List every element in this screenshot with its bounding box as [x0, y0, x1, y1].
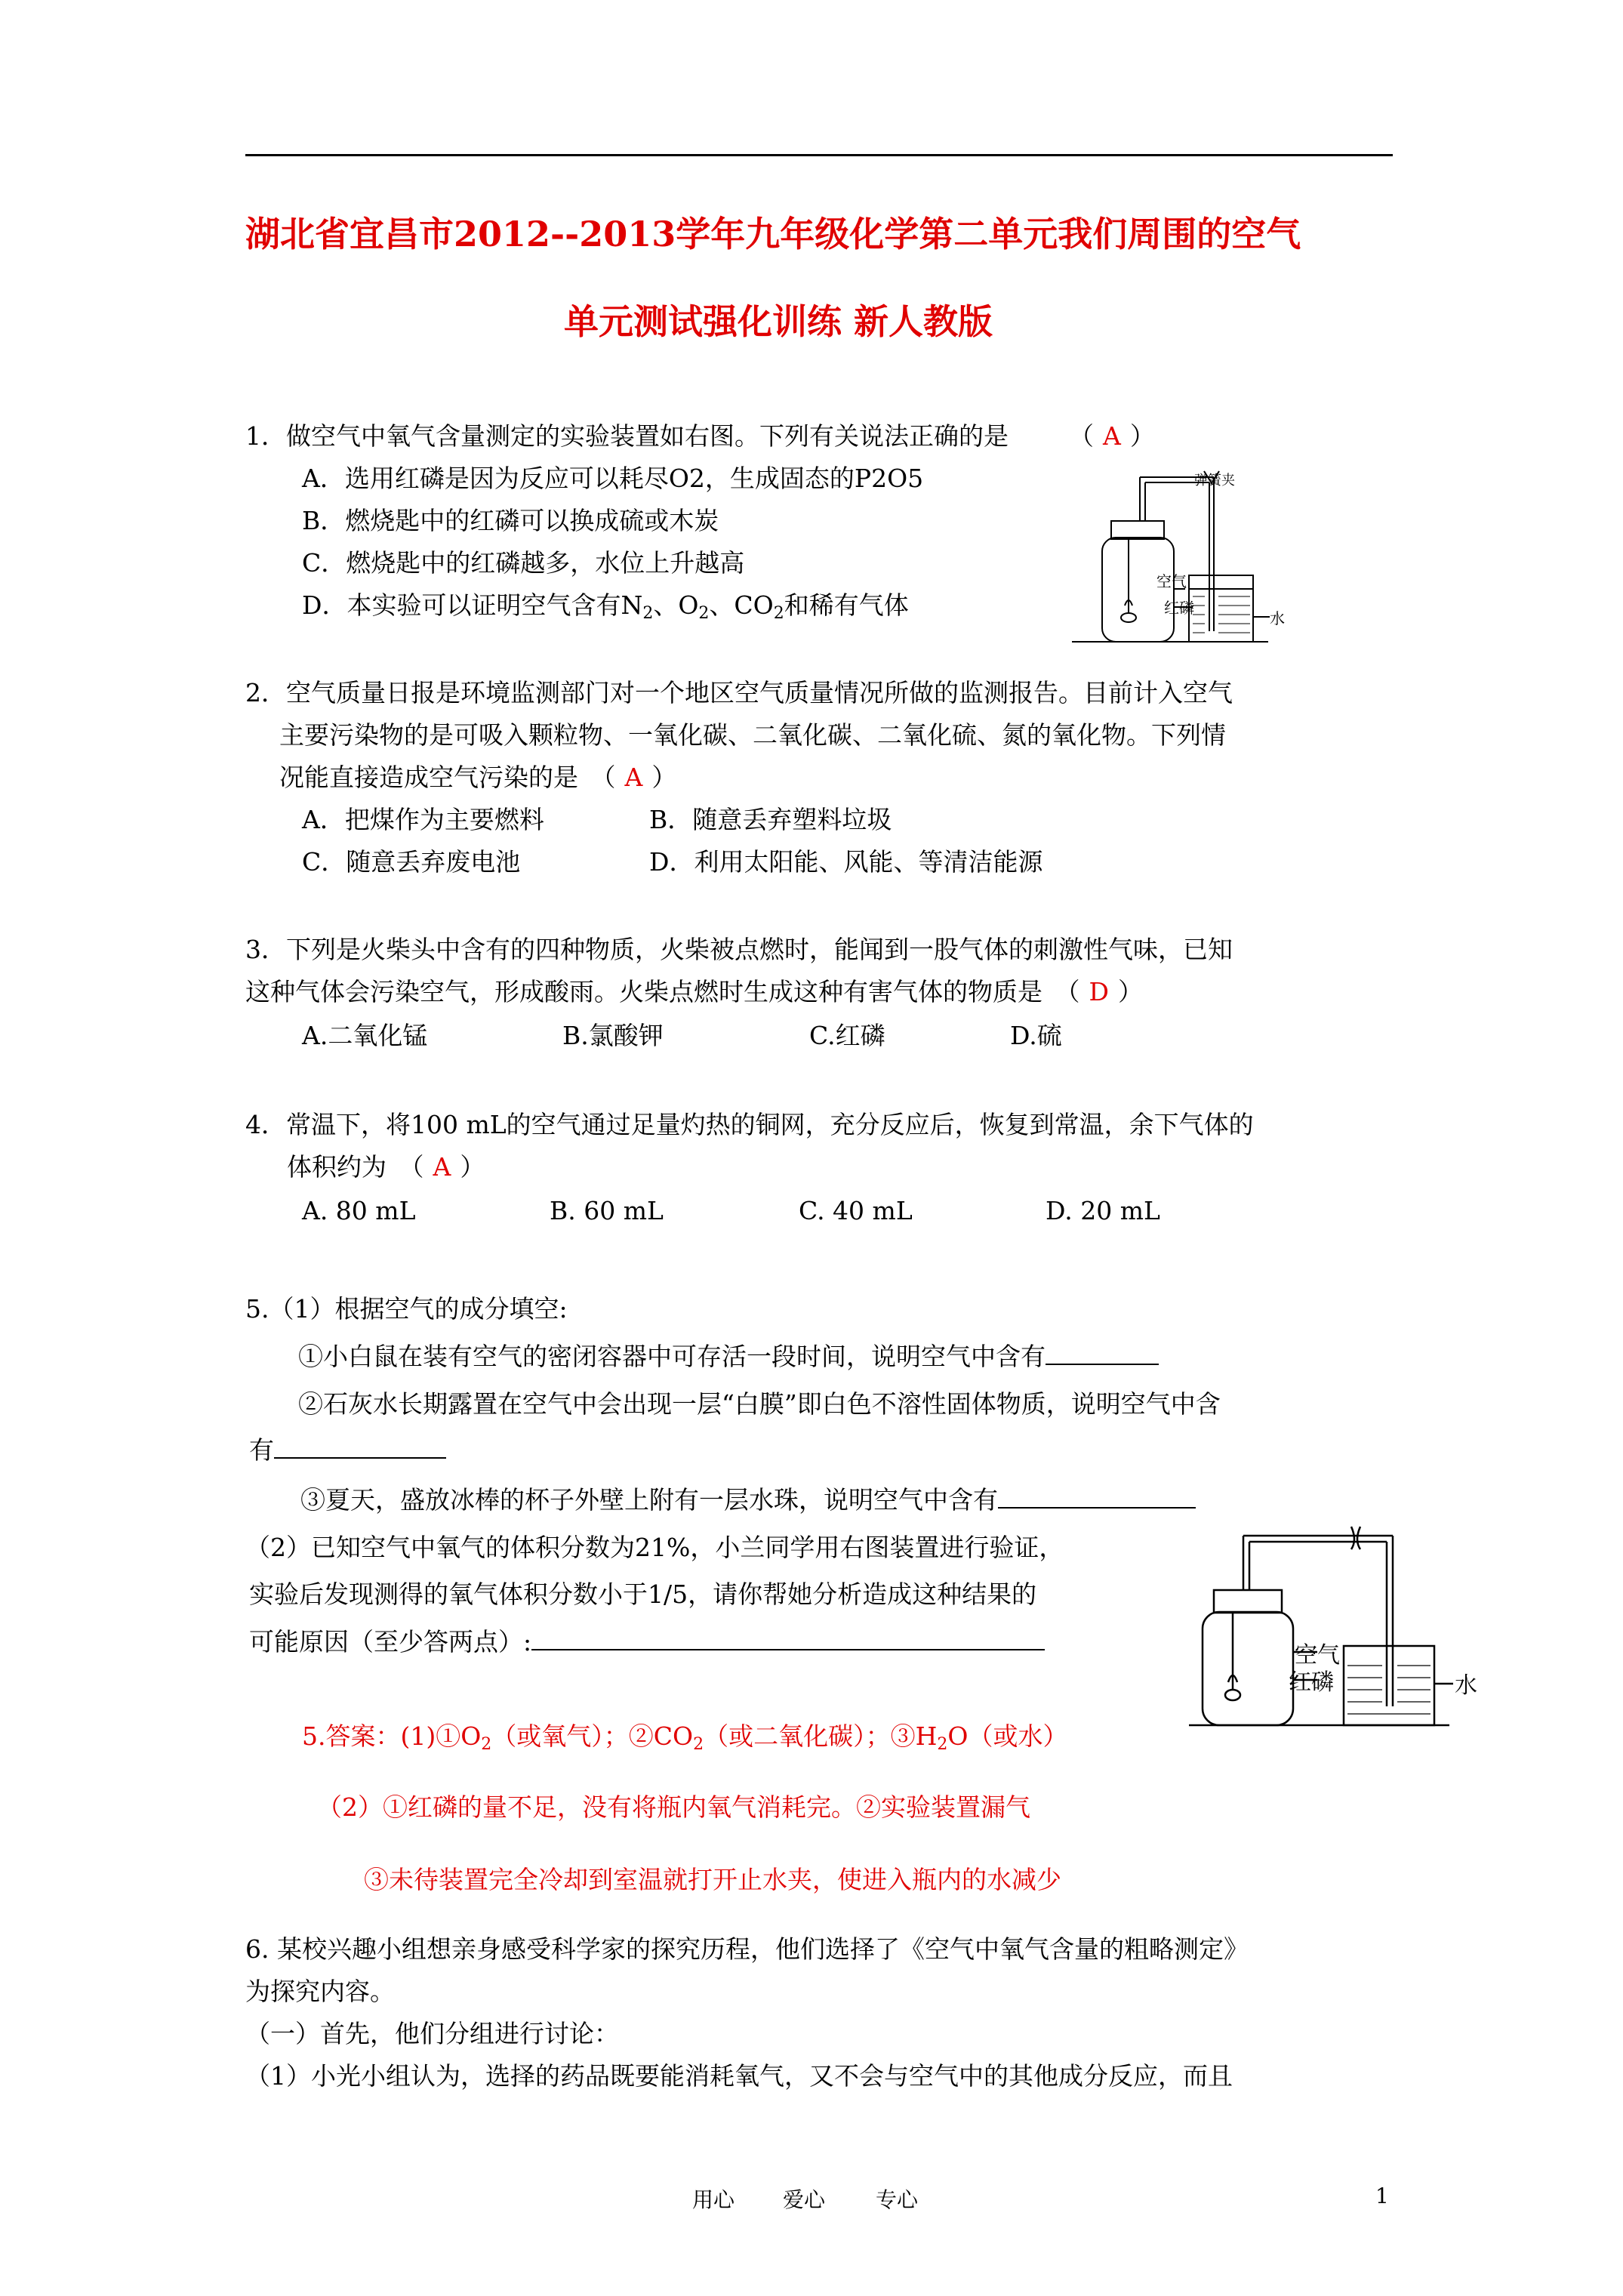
q5-part2-blank[interactable] — [531, 1626, 1045, 1650]
q3-line2-text: 这种气体会污染空气，形成酸雨。火柴点燃时生成这种有害气体的物质是 — [245, 977, 1042, 1006]
q1-fig-clip-label: 弹簧夹 — [1194, 473, 1235, 488]
q1-answer: A — [1103, 421, 1121, 451]
q4-option-b: B. 60 mL — [550, 1196, 664, 1225]
q1-fig-air-label: 空气 — [1156, 572, 1187, 590]
q5-answer-line1 — [302, 1721, 1067, 1752]
q6-line2: 为探究内容。 — [245, 1977, 395, 2006]
q2-line3-text: 况能直接造成空气污染的是 — [279, 763, 578, 792]
q5-ans-l1-b: （或氧气）；②CO — [491, 1721, 694, 1751]
q1-fig-p-label: 红磷 — [1164, 599, 1194, 617]
q2-answer: A — [624, 763, 643, 792]
q1-apparatus-figure — [1072, 462, 1298, 658]
page-title-line1: 湖北省宜昌市2012--2013学年九年级化学第二单元我们周围的空气 — [245, 214, 1301, 254]
footer-text-2: 爱心 — [783, 2187, 826, 2212]
footer-text-3: 专心 — [876, 2187, 919, 2212]
q5-item2b-text: 有 — [249, 1435, 274, 1465]
q5-fig-p-label: 红磷 — [1289, 1669, 1334, 1696]
q5-item1-blank[interactable] — [1046, 1341, 1159, 1365]
q5-fig-air-label: 空气 — [1295, 1642, 1340, 1669]
q5-item2b — [249, 1435, 446, 1465]
q1-d-sub1: 2 — [642, 604, 654, 623]
q1-option-d — [302, 590, 909, 621]
q5-ans-l1-c: （或二氧化碳）；③H — [704, 1721, 938, 1751]
q5-item3 — [300, 1484, 1196, 1515]
q1-d-mid1: 、O — [653, 590, 699, 620]
q2-line2: 主要污染物的是可吸入颗粒物、一氧化碳、二氧化碳、二氧化硫、氮的氧化物。下列情 — [279, 720, 1226, 750]
page-number: 1 — [1375, 2184, 1389, 2208]
q1-d-sub3: 2 — [773, 604, 784, 623]
q5-item3-blank[interactable] — [998, 1484, 1196, 1509]
q2-line3: 况能直接造成空气污染的是 （ A ） — [279, 763, 677, 792]
footer-text-1: 用心 — [692, 2187, 735, 2212]
q1-stem-text: 1．做空气中氧气含量测定的实验装置如右图。下列有关说法正确的是 — [245, 421, 1009, 451]
q5-ans-sub2: 2 — [693, 1735, 704, 1754]
q1-d-mid2: 、CO — [709, 590, 774, 620]
q5-ans-l1-a: 5.答案：(1)①O — [302, 1721, 482, 1751]
q5-part2-line2: 实验后发现测得的氧气体积分数小于1/5，请你帮她分析造成这种结果的 — [249, 1579, 1037, 1609]
q4-option-d: D. 20 mL — [1046, 1196, 1160, 1225]
q4-line2: 体积约为 （ A ） — [287, 1152, 485, 1182]
q5-part1: 5.（1）根据空气的成分填空: — [245, 1294, 568, 1324]
q2-option-a: A．把煤作为主要燃料 — [302, 805, 544, 834]
q5-ans-l1-d: O（或水） — [947, 1721, 1068, 1751]
q1-fig-water-label: 水 — [1270, 609, 1285, 627]
q2-option-c: C．随意丢弃废电池 — [302, 847, 521, 877]
q6-line1: 6. 某校兴趣小组想亲身感受科学家的探究历程，他们选择了《空气中氧气含量的粗略测定》 — [245, 1934, 1249, 1964]
q4-line1: 4．常温下，将100 mL的空气通过足量灼热的铜网，充分反应后，恢复到常温，余下气体的 — [245, 1110, 1254, 1139]
q5-fig-water-label: 水 — [1455, 1672, 1477, 1699]
q1-stem: 1．做空气中氧气含量测定的实验装置如右图。下列有关说法正确的是 （ A ） — [245, 421, 1155, 451]
q5-item1-text: ①小白鼠在装有空气的密闭容器中可存活一段时间，说明空气中含有 — [298, 1342, 1046, 1371]
q4-answer: A — [433, 1152, 451, 1182]
q5-part2-line3-text: 可能原因（至少答两点）: — [249, 1627, 532, 1657]
q3-option-a: A.二氧化锰 — [302, 1021, 428, 1050]
q5-item2a: ②石灰水长期露置在空气中会出现一层“白膜”即白色不溶性固体物质，说明空气中含 — [298, 1389, 1221, 1419]
q5-part2-line3 — [249, 1626, 1045, 1657]
q5-apparatus-figure — [1189, 1518, 1491, 1737]
q5-answer-line3: ③未待装置完全冷却到室温就打开止水夹，使进入瓶内的水减少 — [364, 1865, 1061, 1894]
q5-part2-line1: （2）已知空气中氧气的体积分数为21%，小兰同学用右图装置进行验证， — [245, 1533, 1064, 1562]
page-title-line2: 单元测试强化训练 新人教版 — [564, 301, 993, 342]
q3-option-c: C.红磷 — [809, 1021, 885, 1050]
q4-line2-text: 体积约为 — [287, 1152, 387, 1182]
q3-option-b: B.氯酸钾 — [562, 1021, 664, 1050]
q1-d-pre: D．本实验可以证明空气含有N — [302, 590, 643, 620]
q3-answer: D — [1089, 977, 1109, 1006]
q1-d-sub2: 2 — [698, 604, 710, 623]
q2-option-b: B．随意丢弃塑料垃圾 — [649, 805, 892, 834]
q3-option-d: D.硫 — [1010, 1021, 1062, 1050]
q5-item3-text: ③夏天，盛放冰棒的杯子外壁上附有一层水珠，说明空气中含有 — [300, 1485, 998, 1515]
q4-option-c: C. 40 mL — [799, 1196, 913, 1225]
q4-option-a: A. 80 mL — [302, 1196, 416, 1225]
q1-option-a: A．选用红磷是因为反应可以耗尽O2，生成固态的P2O5 — [302, 464, 924, 493]
q6-line4: （1）小光小组认为，选择的药品既要能消耗氧气，又不会与空气中的其他成分反应，而且 — [245, 2061, 1233, 2091]
header-rule — [245, 154, 1393, 156]
q5-item2-blank[interactable] — [274, 1435, 446, 1459]
q1-d-post: 和稀有气体 — [784, 590, 909, 620]
q5-ans-sub1: 2 — [481, 1735, 492, 1754]
q5-ans-sub3: 2 — [937, 1735, 948, 1754]
q6-line3: （一）首先，他们分组进行讨论： — [245, 2019, 619, 2048]
q5-item1 — [298, 1341, 1159, 1372]
q2-option-d: D．利用太阳能、风能、等清洁能源 — [649, 847, 1043, 877]
q1-option-c: C．燃烧匙中的红磷越多，水位上升越高 — [302, 548, 745, 578]
q5-answer-line2: （2）①红磷的量不足，没有将瓶内氧气消耗完。②实验装置漏气 — [317, 1792, 1030, 1822]
q3-line1: 3．下列是火柴头中含有的四种物质，火柴被点燃时，能闻到一股气体的刺激性气味，已知 — [245, 935, 1233, 964]
q3-line2: 这种气体会污染空气，形成酸雨。火柴点燃时生成这种有害气体的物质是 （ D ） — [245, 977, 1143, 1006]
q1-option-b: B．燃烧匙中的红磷可以换成硫或木炭 — [302, 506, 719, 535]
q2-line1: 2．空气质量日报是环境监测部门对一个地区空气质量情况所做的监测报告。目前计入空气 — [245, 678, 1233, 707]
